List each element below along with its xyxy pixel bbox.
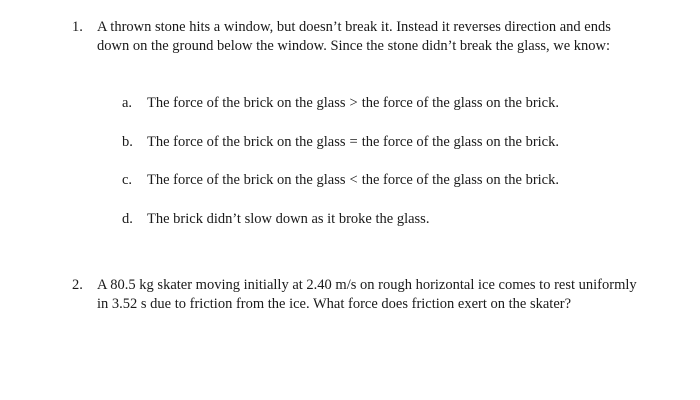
comparison-operator: = (349, 133, 358, 150)
answer-options (122, 93, 642, 247)
option-left-text: The force of the brick on the glass (147, 95, 346, 111)
question-text: A 80.5 kg skater moving initially at 2.40 m/s on rough horizontal ice comes to rest uniformly in 3.52 s due to friction from the ice. What force does friction exert on the skater? (97, 277, 637, 312)
option-text (147, 132, 559, 152)
option-left-text: The force of the brick on the glass (147, 133, 346, 150)
option-left-text: The force of the brick on the glass (147, 172, 346, 188)
option-b (122, 132, 642, 152)
option-a (122, 93, 642, 113)
question-text: A thrown stone hits a window, but doesn’t break it. Instead it reverses direction and ends down on the ground below the window. Since the stone didn’t break the glass, we know: (97, 19, 611, 54)
option-letter: a. (122, 95, 133, 111)
option-text (147, 170, 559, 190)
question-number: 2. (72, 277, 83, 293)
option-letter: d. (122, 210, 133, 227)
option-d (122, 209, 642, 229)
option-letter: c. (122, 172, 133, 188)
comparison-operator: < (349, 172, 358, 188)
option-right-text: the force of the glass on the brick. (361, 172, 559, 188)
option-right-text: the force of the glass on the brick. (361, 95, 559, 111)
option-text: The brick didn’t slow down as it broke the glass. (147, 210, 430, 227)
option-letter: b. (122, 133, 133, 150)
question-number: 1. (72, 19, 83, 35)
option-right-text: the force of the glass on the brick. (361, 133, 559, 150)
question-1 (72, 18, 642, 56)
option-c (122, 170, 642, 190)
comparison-operator: > (349, 95, 358, 111)
question-2 (72, 276, 642, 314)
option-text (147, 93, 559, 113)
